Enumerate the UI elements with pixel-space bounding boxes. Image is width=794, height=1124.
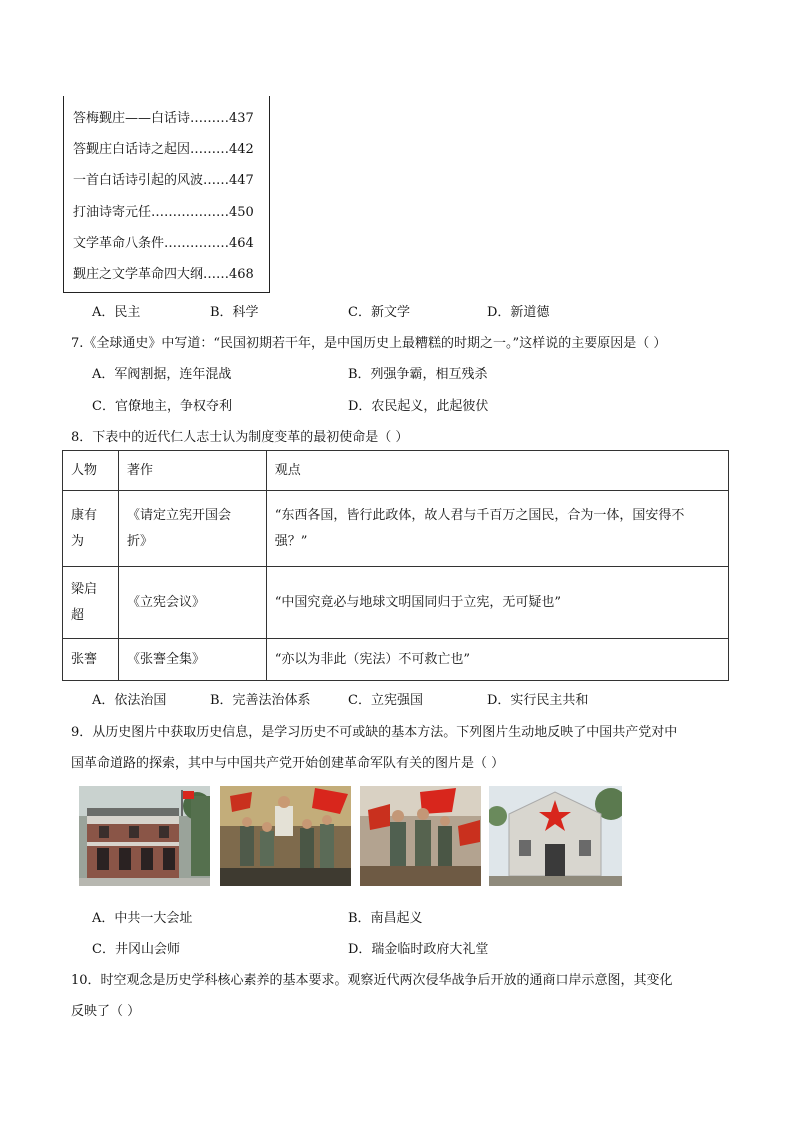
q8-stem: 8．下表中的近代仁人志士认为制度变革的最初使命是（ ）: [71, 430, 409, 445]
table-row: [63, 491, 729, 567]
building-image: [79, 786, 210, 886]
view-text: “中国究竟必与地球文明国同归于立宪，无可疑也”: [274, 594, 562, 610]
q6-option-c[interactable]: C．新文学: [348, 305, 410, 320]
q8-table: [62, 450, 729, 681]
q6-option-d[interactable]: D．新道德: [487, 305, 550, 320]
q9-stem-line1: 9．从历史图片中获取历史信息，是学习历史不可或缺的基本方法。下列图片生动地反映了中国共产党对中: [71, 725, 678, 740]
toc-line: 文学革命八条件……………464: [73, 236, 254, 251]
toc-line: 答觐庄白话诗之起因………442: [73, 142, 254, 157]
view-text: “东西各国，皆行此政体，故人君与千百万之国民，合为一体，国安得不: [274, 507, 685, 523]
work-cell: [118, 567, 266, 639]
work-text: 《立宪会议》: [126, 594, 205, 610]
q9-option-d[interactable]: D．瑞金临时政府大礼堂: [348, 942, 489, 957]
q7-option-c[interactable]: C．官僚地主，争权夺利: [92, 399, 232, 414]
column-header-work: 著作: [118, 451, 266, 491]
view-cell: [266, 639, 728, 681]
person-text: 康有: [71, 507, 98, 523]
meeting-painting-image: [360, 786, 481, 886]
work-text: 折》: [126, 533, 153, 549]
q8-option-c[interactable]: C．立宪强国: [348, 693, 423, 708]
q10-stem-line2: 反映了（ ）: [71, 1004, 141, 1019]
work-cell: [118, 639, 266, 681]
auditorium-image: [489, 786, 622, 886]
toc-line: 打油诗寄元任………………450: [73, 205, 254, 220]
work-text: 《请定立宪开国会: [126, 507, 231, 523]
view-cell: [266, 567, 728, 639]
table-row: [63, 567, 729, 639]
toc-box: [63, 96, 270, 293]
person-cell: [63, 491, 119, 567]
q8-option-d[interactable]: D．实行民主共和: [487, 693, 589, 708]
q6-option-a[interactable]: A．民主: [92, 305, 141, 320]
person-text: 为: [71, 533, 85, 549]
view-cell: [266, 491, 728, 567]
view-text: “亦以为非此（宪法）不可救亡也”: [274, 651, 471, 667]
toc-line: 觐庄之文学革命四大纲……468: [73, 267, 254, 282]
table-row: [63, 639, 729, 681]
toc-line: 答梅觐庄——白话诗………437: [73, 111, 254, 126]
q7-option-d[interactable]: D．农民起义，此起彼伏: [348, 399, 489, 414]
q8-option-b[interactable]: B．完善法治体系: [210, 693, 311, 708]
q7-option-b[interactable]: B．列强争霸，相互残杀: [348, 367, 488, 382]
person-cell: [63, 567, 119, 639]
table-header-row: [63, 451, 729, 491]
q9-option-c[interactable]: C．井冈山会师: [92, 942, 180, 957]
q9-option-b[interactable]: B．南昌起义: [348, 911, 423, 926]
person-cell: [63, 639, 119, 681]
q6-option-b[interactable]: B．科学: [210, 305, 259, 320]
person-text: 超: [71, 607, 85, 623]
q8-option-a[interactable]: A．依法治国: [92, 693, 167, 708]
column-header-view: 观点: [266, 451, 728, 491]
view-text: 强？”: [274, 533, 308, 549]
work-cell: [118, 491, 266, 567]
q10-stem-line1: 10．时空观念是历史学科核心素养的基本要求。观察近代两次侵华战争后开放的通商口岸示意图，其变化: [71, 973, 673, 988]
uprising-painting-image: [220, 786, 351, 886]
q7-option-a[interactable]: A．军阀割据，连年混战: [92, 367, 232, 382]
person-text: 张謇: [71, 651, 98, 667]
toc-line: 一首白话诗引起的风波……447: [73, 173, 254, 188]
work-text: 《张謇全集》: [126, 651, 205, 667]
q9-option-a[interactable]: A．中共一大会址: [92, 911, 193, 926]
person-text: 梁启: [71, 581, 98, 597]
column-header-person: 人物: [63, 451, 119, 491]
q9-stem-line2: 国革命道路的探索，其中与中国共产党开始创建革命军队有关的图片是（ ）: [71, 756, 505, 771]
q7-stem: 7.《全球通史》中写道：“民国初期若干年，是中国历史上最糟糕的时期之一。”这样说的主要原因是（ ）: [71, 336, 667, 351]
